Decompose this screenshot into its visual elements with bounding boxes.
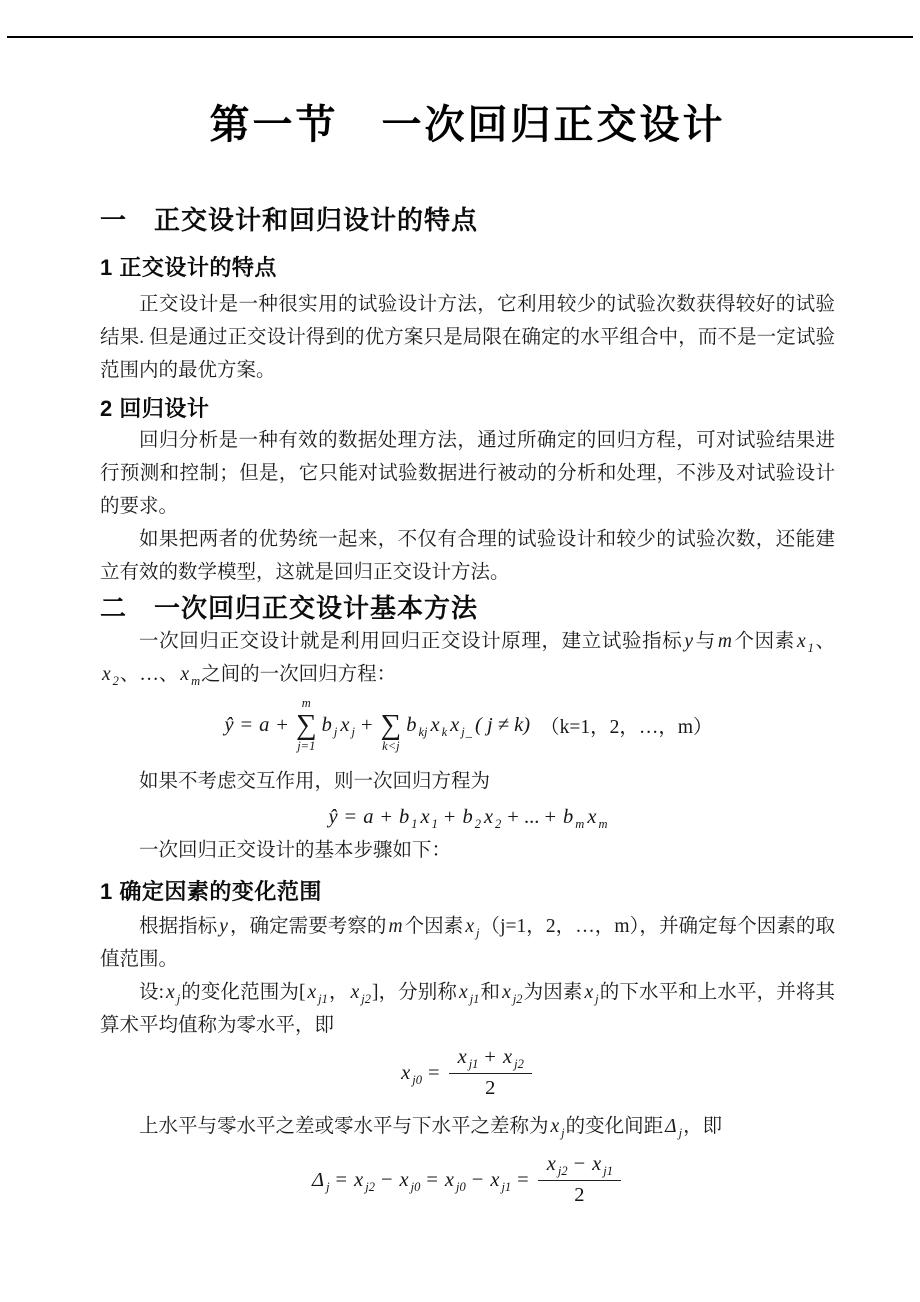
math-var: b <box>321 713 332 736</box>
math-var: x <box>430 713 440 736</box>
plus-sign: + <box>484 1046 496 1068</box>
math-var: x <box>587 806 597 828</box>
math-var: y <box>219 916 228 937</box>
math-sub: j0 <box>410 1179 421 1194</box>
paragraph-variation-interval <box>100 1110 835 1143</box>
formula-zero-level <box>100 1046 835 1100</box>
fraction <box>534 1153 625 1207</box>
equals-sign: = <box>344 806 357 828</box>
fraction-numerator <box>449 1046 532 1074</box>
text-segment: 和 <box>480 982 501 1003</box>
paragraph-combine-advantages: 如果把两者的优势统一起来，不仅有合理的试验设计和较少的试验次数，还能建立有效的数学模型，这就是回归正交设计方法。 <box>100 529 835 583</box>
math-var: x <box>592 1153 602 1176</box>
math-sub: 1 <box>807 641 814 655</box>
math-sub: j <box>351 724 355 739</box>
math-sub: j <box>561 1126 565 1141</box>
page-content <box>0 100 920 1207</box>
section-1-heading: 一 正交设计和回归设计的特点 <box>100 205 479 235</box>
fraction-numerator <box>538 1153 621 1181</box>
math-var: b <box>563 806 574 828</box>
math-var: x <box>420 806 430 828</box>
text-segment: 的变化范围为[ <box>181 982 306 1003</box>
text-segment: ， <box>328 982 349 1003</box>
equals-sign: = <box>240 713 253 736</box>
text-segment: 一次回归正交设计就是利用回归正交设计原理，建立试验指标 <box>139 631 683 652</box>
math-var: x <box>102 664 111 685</box>
text-segment: 设: <box>139 982 165 1003</box>
math-sub: j2 <box>514 1057 524 1071</box>
math-sub: j <box>333 724 338 739</box>
math-var: x <box>459 982 468 1003</box>
plus-sign: + <box>276 713 288 736</box>
math-var: ŷ <box>224 713 234 736</box>
math-var: x <box>457 1046 467 1068</box>
math-sub: j0 <box>456 1179 466 1194</box>
ellipsis-operator: + ... + <box>507 806 557 828</box>
equals-sign: = <box>426 1168 438 1191</box>
math-var: ŷ <box>328 806 338 828</box>
subsection-1-2-heading: 2 回归设计 <box>100 396 210 421</box>
math-sub: j2 <box>365 1179 375 1194</box>
text-segment: 的变化间距 <box>565 1116 664 1138</box>
text-segment: 与 <box>695 631 716 652</box>
page-title: 第一节 一次回归正交设计 <box>209 101 726 148</box>
text-segment: ，确定需要考察的 <box>229 916 387 937</box>
text-segment: ]，分别称 <box>371 982 458 1003</box>
text-segment: 根据指标 <box>139 916 218 937</box>
math-sub: j1 <box>603 1164 613 1179</box>
math-var: b <box>399 806 410 828</box>
section-2-heading: 二 一次回归正交设计基本方法 <box>100 593 479 623</box>
subsection-1-1-heading: 1 正交设计的特点 <box>100 255 277 280</box>
text-segment: （j=1，2，…，m），并确定每个因素的取值范围。 <box>100 916 835 970</box>
formula-regression-with-interactions <box>100 697 835 753</box>
math-var: x <box>401 1061 411 1084</box>
text-segment: 个因素 <box>404 916 464 937</box>
math-sub: j2 <box>361 992 371 1006</box>
math-var: a <box>259 713 270 736</box>
math-sub: j0 <box>412 1072 423 1087</box>
formula-body <box>310 1169 534 1192</box>
text-segment: ，即 <box>683 1116 723 1138</box>
minus-sign: − <box>573 1153 586 1176</box>
sum-lower-limit: k<j <box>382 739 400 753</box>
math-var: x <box>354 1168 364 1191</box>
formula-note: （k=1，2，…，m） <box>540 717 713 738</box>
math-sub: 2 <box>495 817 502 831</box>
sigma-symbol: ∑ <box>295 709 317 741</box>
math-var: x <box>490 1168 500 1191</box>
sum-operator <box>378 697 405 753</box>
equals-sign: = <box>335 1168 348 1191</box>
minus-sign: − <box>380 1168 393 1191</box>
math-sub: 1 <box>431 817 438 831</box>
math-var: a <box>363 806 374 828</box>
formula-lhs <box>399 1062 444 1085</box>
math-sub: j1 <box>318 992 328 1006</box>
math-sub: j1 <box>469 992 480 1006</box>
math-var: Δ <box>312 1168 325 1191</box>
math-sub: 2 <box>112 674 119 688</box>
math-sub: m <box>191 674 201 688</box>
math-var: m <box>717 631 732 652</box>
paragraph-no-interaction: 如果不考虑交互作用，则一次回归方程为 <box>139 771 491 792</box>
math-var: x <box>399 1168 409 1191</box>
math-var: x <box>796 631 806 652</box>
math-var: x <box>483 806 494 828</box>
formula-first-order-regression <box>100 806 835 829</box>
fraction-denominator: 2 <box>574 1183 585 1206</box>
math-sub: 1 <box>411 817 418 831</box>
math-var: x <box>546 1153 556 1176</box>
formula-term <box>404 714 532 737</box>
text-segment: 之间的一次回归方程： <box>201 664 397 685</box>
paragraph-determine-factors <box>100 910 835 976</box>
text-segment: 个因素 <box>733 631 795 652</box>
fraction <box>445 1046 536 1100</box>
sum-lower-limit: j=1 <box>297 739 316 753</box>
math-var: Δ <box>665 1116 677 1138</box>
paragraph-basic-steps: 一次回归正交设计的基本步骤如下： <box>139 840 452 861</box>
plus-sign: + <box>380 806 393 828</box>
paragraph-define-levels <box>100 976 835 1042</box>
math-sub: j2 <box>557 1164 568 1179</box>
condition-text: ( j ≠ k) <box>475 713 531 736</box>
formula-term <box>320 714 378 737</box>
paragraph-regression-analysis: 回归分析是一种有效的数据处理方法，通过所确定的回归方程，可对试验结果进行预测和控制；但是，它只能对试验数据进行被动的分析和处理，不涉及对试验设计的要求。 <box>100 430 835 517</box>
math-var: x <box>350 982 360 1003</box>
text-segment: 的下水平和上水平，并将其算术平均值称为零水平，即 <box>100 982 835 1036</box>
math-sub: j <box>326 1179 330 1194</box>
equals-sign: = <box>428 1061 440 1084</box>
math-sub: 2 <box>474 817 481 831</box>
math-var: x <box>502 982 511 1003</box>
math-var: b <box>406 713 417 736</box>
math-var: x <box>450 713 460 736</box>
math-sub: m <box>598 817 608 831</box>
step-1-heading: 1 确定因素的变化范围 <box>100 879 322 904</box>
plus-sign: + <box>443 806 456 828</box>
math-var: x <box>502 1046 513 1068</box>
math-sub: j <box>678 1126 683 1141</box>
sum-upper-limit: m <box>301 696 311 710</box>
math-sub: j <box>176 992 181 1006</box>
sigma-symbol: ∑ <box>380 709 402 741</box>
math-var: x <box>166 982 175 1003</box>
math-var: m <box>388 916 403 937</box>
paragraph-orthogonal-design-features: 正交设计是一种很实用的试验设计方法，它利用较少的试验次数获得较好的试验结果. 但是通过正交设计得到的优方案只是局限在确定的水平组合中，而不是一定试验范围内的最优方案。 <box>100 294 835 381</box>
math-var: x <box>465 916 474 937</box>
math-var: x <box>444 1168 455 1191</box>
math-sub: j <box>595 992 599 1006</box>
math-var: x <box>584 982 594 1003</box>
math-sub: j <box>461 724 465 739</box>
fraction-denominator: 2 <box>485 1076 496 1099</box>
math-var: x <box>307 982 317 1003</box>
sum-operator <box>293 697 320 753</box>
math-sub: j2 <box>512 992 523 1006</box>
header-rule <box>7 36 913 38</box>
math-var: b <box>462 806 473 828</box>
math-var: y <box>684 631 694 652</box>
text-segment: 、 <box>814 631 835 652</box>
equals-sign: = <box>517 1168 529 1191</box>
formula-body <box>327 806 609 829</box>
text-segment: 上水平与零水平之差或零水平与下水平之差称为 <box>139 1116 549 1138</box>
math-sub: j1 <box>501 1179 512 1194</box>
math-sub: k <box>441 724 448 739</box>
math-var: x <box>340 713 350 736</box>
math-var: x <box>180 664 190 685</box>
text-segment: 、…、 <box>119 664 179 685</box>
formula-lhs <box>222 714 292 737</box>
math-sub: kj <box>418 724 428 739</box>
math-sub: j <box>475 926 480 940</box>
paragraph-regression-intro <box>100 625 835 691</box>
math-sub: m <box>575 817 585 831</box>
math-sub: j1 <box>468 1057 479 1071</box>
text-segment: 为因素 <box>523 982 583 1003</box>
underscore-mark: _ <box>465 724 473 739</box>
plus-sign: + <box>360 713 373 736</box>
formula-variation-interval <box>100 1153 835 1207</box>
math-var: x <box>550 1116 560 1138</box>
minus-sign: − <box>471 1168 484 1191</box>
